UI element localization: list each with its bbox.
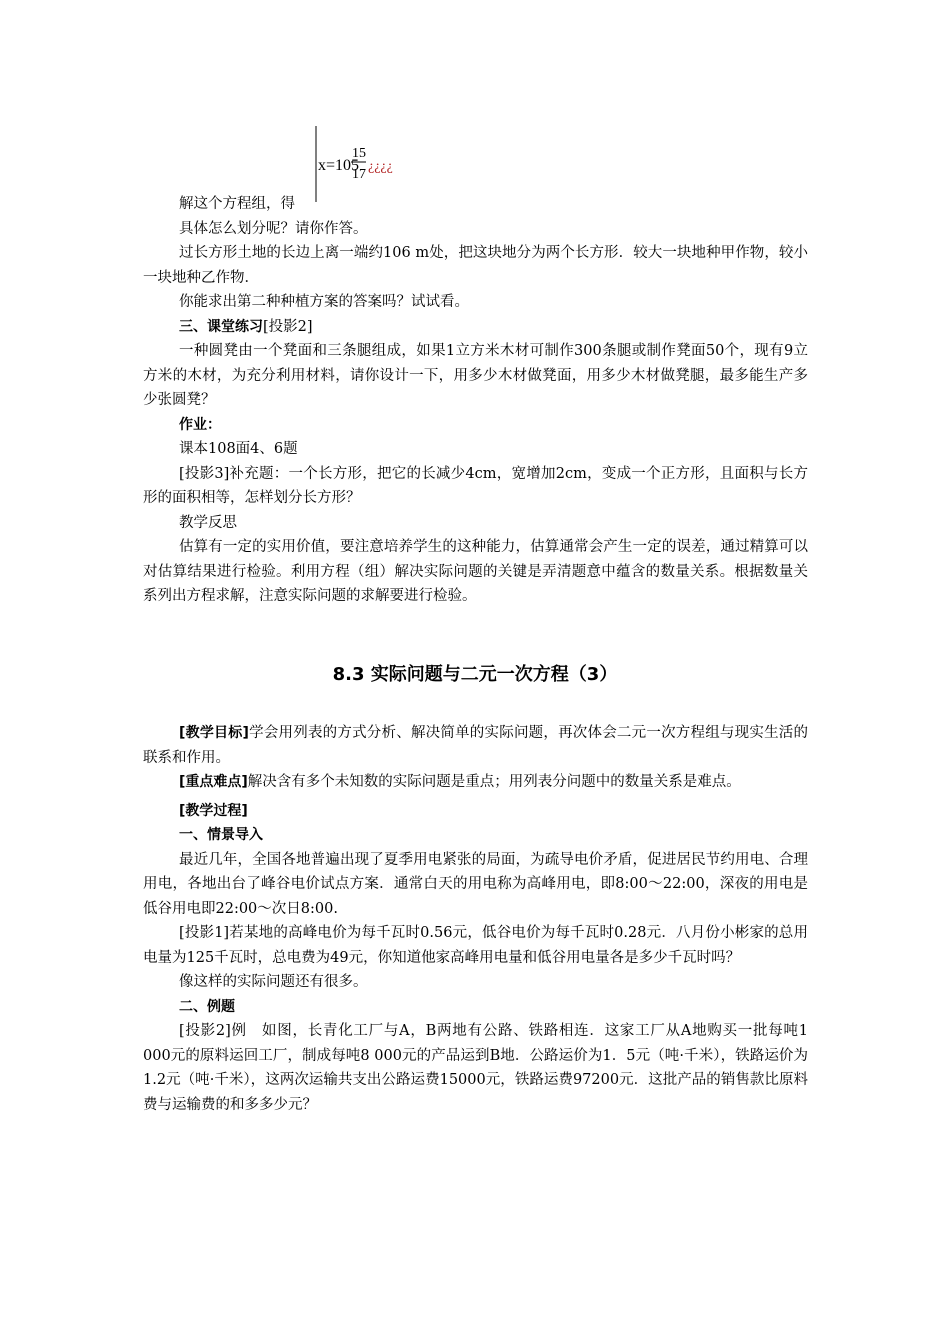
exercise-heading-line <box>143 315 808 340</box>
many-line: 像这样的实际问题还有很多。 <box>179 974 368 990</box>
paragraph: 具体怎么划分呢？请你作答。 <box>179 220 368 237</box>
exercise-text: 一种圆凳由一个凳面和三条腿组成，如果1立方米木材可制作300条腿或制作凳面50个，现有9立方米的木材，为充分利用材料，请你设计一下，用多少木材做凳面，用多少木材做凳腿，最多能生产多少张圆凳？ <box>143 343 808 408</box>
key-label: [重点难点] <box>179 774 248 790</box>
reflection-text: 估算有一定的实用价值，要注意培养学生的这种能力，估算通常会产生一定的误差，通过精算可以对估算结果进行检验。利用方程（组）解决实际问题的关键是弄清题意中蕴含的数量关系。根据数量关系列出方程求解，注意实际问题的求解要进行检验。 <box>143 539 808 604</box>
key-paragraph <box>143 770 808 795</box>
paragraph: 过长方形土地的长边上离一端约106 m处，把这块地分为两个长方形．较大一块地种甲作物，较小一块地种乙作物． <box>143 245 808 286</box>
section-title: 8.3 实际问题与二元一次方程（3） <box>332 664 618 685</box>
example-text: [投影2]例 如图，长青化工厂与A，B两地有公路、铁路相连．这家工厂从A地购买一批每吨1 000元的原料运回工厂，制成每吨8 000元的产品运到B地．公路运价为1．5元（吨·千米），铁路运价为1.2元（吨·千米），这两次运输共支出公路运费15000元，铁路运费97200元．这批产品的销售款比原料费与运输费的和多多少元？ <box>143 1023 808 1113</box>
intro-heading: 一、情景导入 <box>179 827 263 843</box>
reflection-heading: 教学反思 <box>179 514 237 531</box>
goal-label: [教学目标] <box>179 725 249 741</box>
goal-paragraph <box>143 721 808 770</box>
homework-line: 课本108面4、6题 <box>179 441 298 457</box>
projection-1: [投影1]若某地的高峰电价为每千瓦时0.56元，低谷电价为每千瓦时0.28元．八月份小彬家的总用电量为125千瓦时，总电费为49元，你知道他家高峰用电量和低谷用电量各是多少千瓦时吗？ <box>143 925 808 966</box>
example-heading: 二、例题 <box>179 998 235 1015</box>
process-label: [教学过程] <box>179 802 248 819</box>
solve-line: 解这个方程组，得 <box>179 196 295 212</box>
equation-tail: ¿¿¿¿ <box>368 159 393 174</box>
supplement-text: [投影3]补充题：一个长方形，把它的长减少4cm，宽增加2cm，变成一个正方形，且面积与长方形的面积相等，怎样划分长方形？ <box>143 465 808 506</box>
exercise-heading: 三、课堂练习 <box>179 318 263 335</box>
section-2 <box>143 721 808 1117</box>
equation-numerator: 15 <box>352 146 366 161</box>
equation-lhs: x=105 <box>318 157 360 174</box>
intro-text: 最近几年，全国各地普遍出现了夏季用电紧张的局面，为疏导电价矛盾，促进居民节约用电、合理用电，各地出台了峰谷电价试点方案．通常白天的用电称为高峰用电，即8:00～22:00，深夜的用电是低谷用电即22:00～次日8:00. <box>143 851 808 917</box>
goal-text: 学会用列表的方式分析、解决简单的实际问题，再次体会二元一次方程组与现实生活的联系和作用。 <box>143 725 809 766</box>
equation-denominator: 17 <box>352 167 366 182</box>
homework-heading: 作业： <box>179 416 221 433</box>
key-text: 解决含有多个未知数的实际问题是重点；用列表分问题中的数量关系是难点。 <box>247 774 741 790</box>
paragraph: 你能求出第二种种植方案的答案吗？试试看。 <box>179 294 469 310</box>
exercise-tag: [投影2] <box>263 318 313 335</box>
section-1 <box>143 192 808 609</box>
